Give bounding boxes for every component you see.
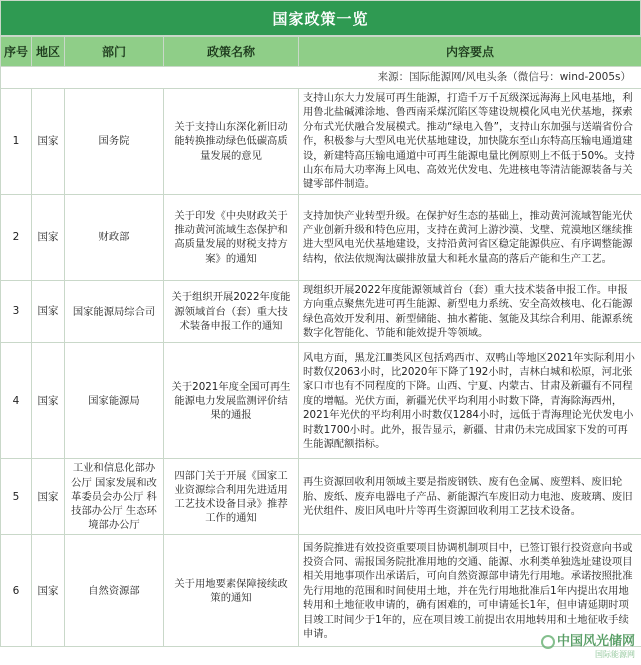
policy-table [0, 36, 641, 647]
row-policy-name: 关于支持山东深化新旧动能转换推动绿色低碳高质量发展的意见 [164, 89, 299, 195]
header-dept: 部门 [65, 37, 164, 67]
row-no: 3 [1, 280, 32, 343]
header-region: 地区 [32, 37, 65, 67]
row-content: 风电方面，黑龙江Ⅲ类风区包括鸡西市、双鸭山等地区2021年实际利用小时数仅2063小时，比2020年下降了192小时，吉林白城和松原，河北张家口市也有不同程度的下降。山西、宁夏、内蒙古、甘肃及新疆有不同程度的增幅。光伏方面，新疆光伏平均利用小时数下降，青海除海西州，2021年光伏的平均利用小时数仅1284小时，远低于青海理论光伏发电小时数1700小时。此外，报告显示，新疆、甘肃仍未完成国家下发的可再生能源配额指标。 [299, 343, 641, 459]
watermark [541, 635, 635, 661]
row-policy-name: 关于印发《中央财政关于推动黄河流域生态保护和高质量发展的财税支持方案》的通知 [164, 194, 299, 280]
source-row [1, 67, 641, 89]
header-policy-name: 政策名称 [164, 37, 299, 67]
header-content: 内容要点 [299, 37, 641, 67]
row-dept: 国家能源局综合司 [65, 280, 164, 343]
table-row [1, 535, 641, 647]
row-content: 国务院推进有效投资重要项目协调机制项目中，已签订银行投资意向书或投资合同、需报国务院批准用地的交通、能源、水利类单独选址建设项目相关用地事项作出承诺后，可向自然资源部申请先行用地。承诺按照批准先行用地的范围和时间使用土地，并在先行用地批准后1年内提出农用地转用和土地征收申请的，确有困难的，可申请延长1年，但申请延期时项目竣工时间少于1年的，应在项目竣工前提出农用地转用和土地征收手续申请。 [299, 535, 641, 647]
row-dept: 工业和信息化部办公厅 国家发展和改革委员会办公厅 科技部办公厅 生态环境部办公厅 [65, 459, 164, 535]
row-dept: 财政部 [65, 194, 164, 280]
table-row [1, 459, 641, 535]
table-row [1, 194, 641, 280]
watermark-brand: 中国风光储网 [556, 634, 635, 649]
row-content: 再生资源回收利用领域主要是指废钢铁、废有色金属、废塑料、废旧轮胎、废纸、废弃电器电子产品、新能源汽车废旧动力电池、废玻璃、废旧光伏组件、废旧风电叶片等再生资源回收利用工艺技术设备。 [299, 459, 641, 535]
row-no: 1 [1, 89, 32, 195]
row-no: 6 [1, 535, 32, 647]
row-policy-name: 关于组织开展2022年度能源领域首台（套）重大技术装备申报工作的通知 [164, 280, 299, 343]
table-row [1, 280, 641, 343]
row-no: 5 [1, 459, 32, 535]
table-row [1, 89, 641, 195]
row-content: 支持山东大力发展可再生能源，打造千万千瓦级深远海海上风电基地，利用鲁北盐碱滩涂地、鲁西南采煤沉陷区等建设规模化风电光伏基地，探索分布式光伏融合发展模式。推动“绿电入鲁”，支持山东加强与送端省份合作，积极参与大型风电光伏基地建设，加快陇东至山东特高压输电通道建设，新建特高压输电通道中可再生能源电量比例原则上不低于50%。支持山东布局大功率海上风电、高效光伏发电、先进核电等清洁能源装备与关键零部件制造。 [299, 89, 641, 195]
row-region: 国家 [32, 459, 65, 535]
row-no: 2 [1, 194, 32, 280]
source-note: 来源：国际能源网/风电头条（微信号：wind-2005s） [1, 67, 641, 89]
row-dept: 国家能源局 [65, 343, 164, 459]
row-region: 国家 [32, 194, 65, 280]
row-policy-name: 关于2021年度全国可再生能源电力发展监测评价结果的通报 [164, 343, 299, 459]
watermark-sub: 国际能源网 [595, 650, 635, 659]
row-policy-name: 关于用地要素保障接续政策的通知 [164, 535, 299, 647]
header-row [1, 37, 641, 67]
row-dept: 国务院 [65, 89, 164, 195]
row-region: 国家 [32, 535, 65, 647]
row-region: 国家 [32, 89, 65, 195]
row-content: 支持加快产业转型升级。在保护好生态的基础上，推动黄河流域智能光伏产业创新升级和特色应用，支持在黄河上游沙漠、戈壁、荒漠地区继续推进大型风电光伏基地建设，支持沿黄河省区稳定能源供应、有序调整能源结构，依法依规淘汰碳排放量大和耗水量高的落后产能和生产工艺。 [299, 194, 641, 280]
row-dept: 自然资源部 [65, 535, 164, 647]
row-policy-name: 四部门关于开展《国家工业资源综合利用先进适用工艺技术设备目录》推荐工作的通知 [164, 459, 299, 535]
row-region: 国家 [32, 280, 65, 343]
table-title: 国家政策一览 [0, 0, 641, 36]
table-row [1, 343, 641, 459]
watermark-logo-icon [541, 635, 555, 649]
row-region: 国家 [32, 343, 65, 459]
row-no: 4 [1, 343, 32, 459]
row-content: 现组织开展2022年度能源领域首台（套）重大技术装备申报工作。申报方向重点聚焦先进可再生能源、新型电力系统、安全高效核电、化石能源绿色高效开发利用、新型储能、抽水蓄能、氢能及其综合利用、能源系统数字化智能化、节能和能效提升等领域。 [299, 280, 641, 343]
header-no: 序号 [1, 37, 32, 67]
